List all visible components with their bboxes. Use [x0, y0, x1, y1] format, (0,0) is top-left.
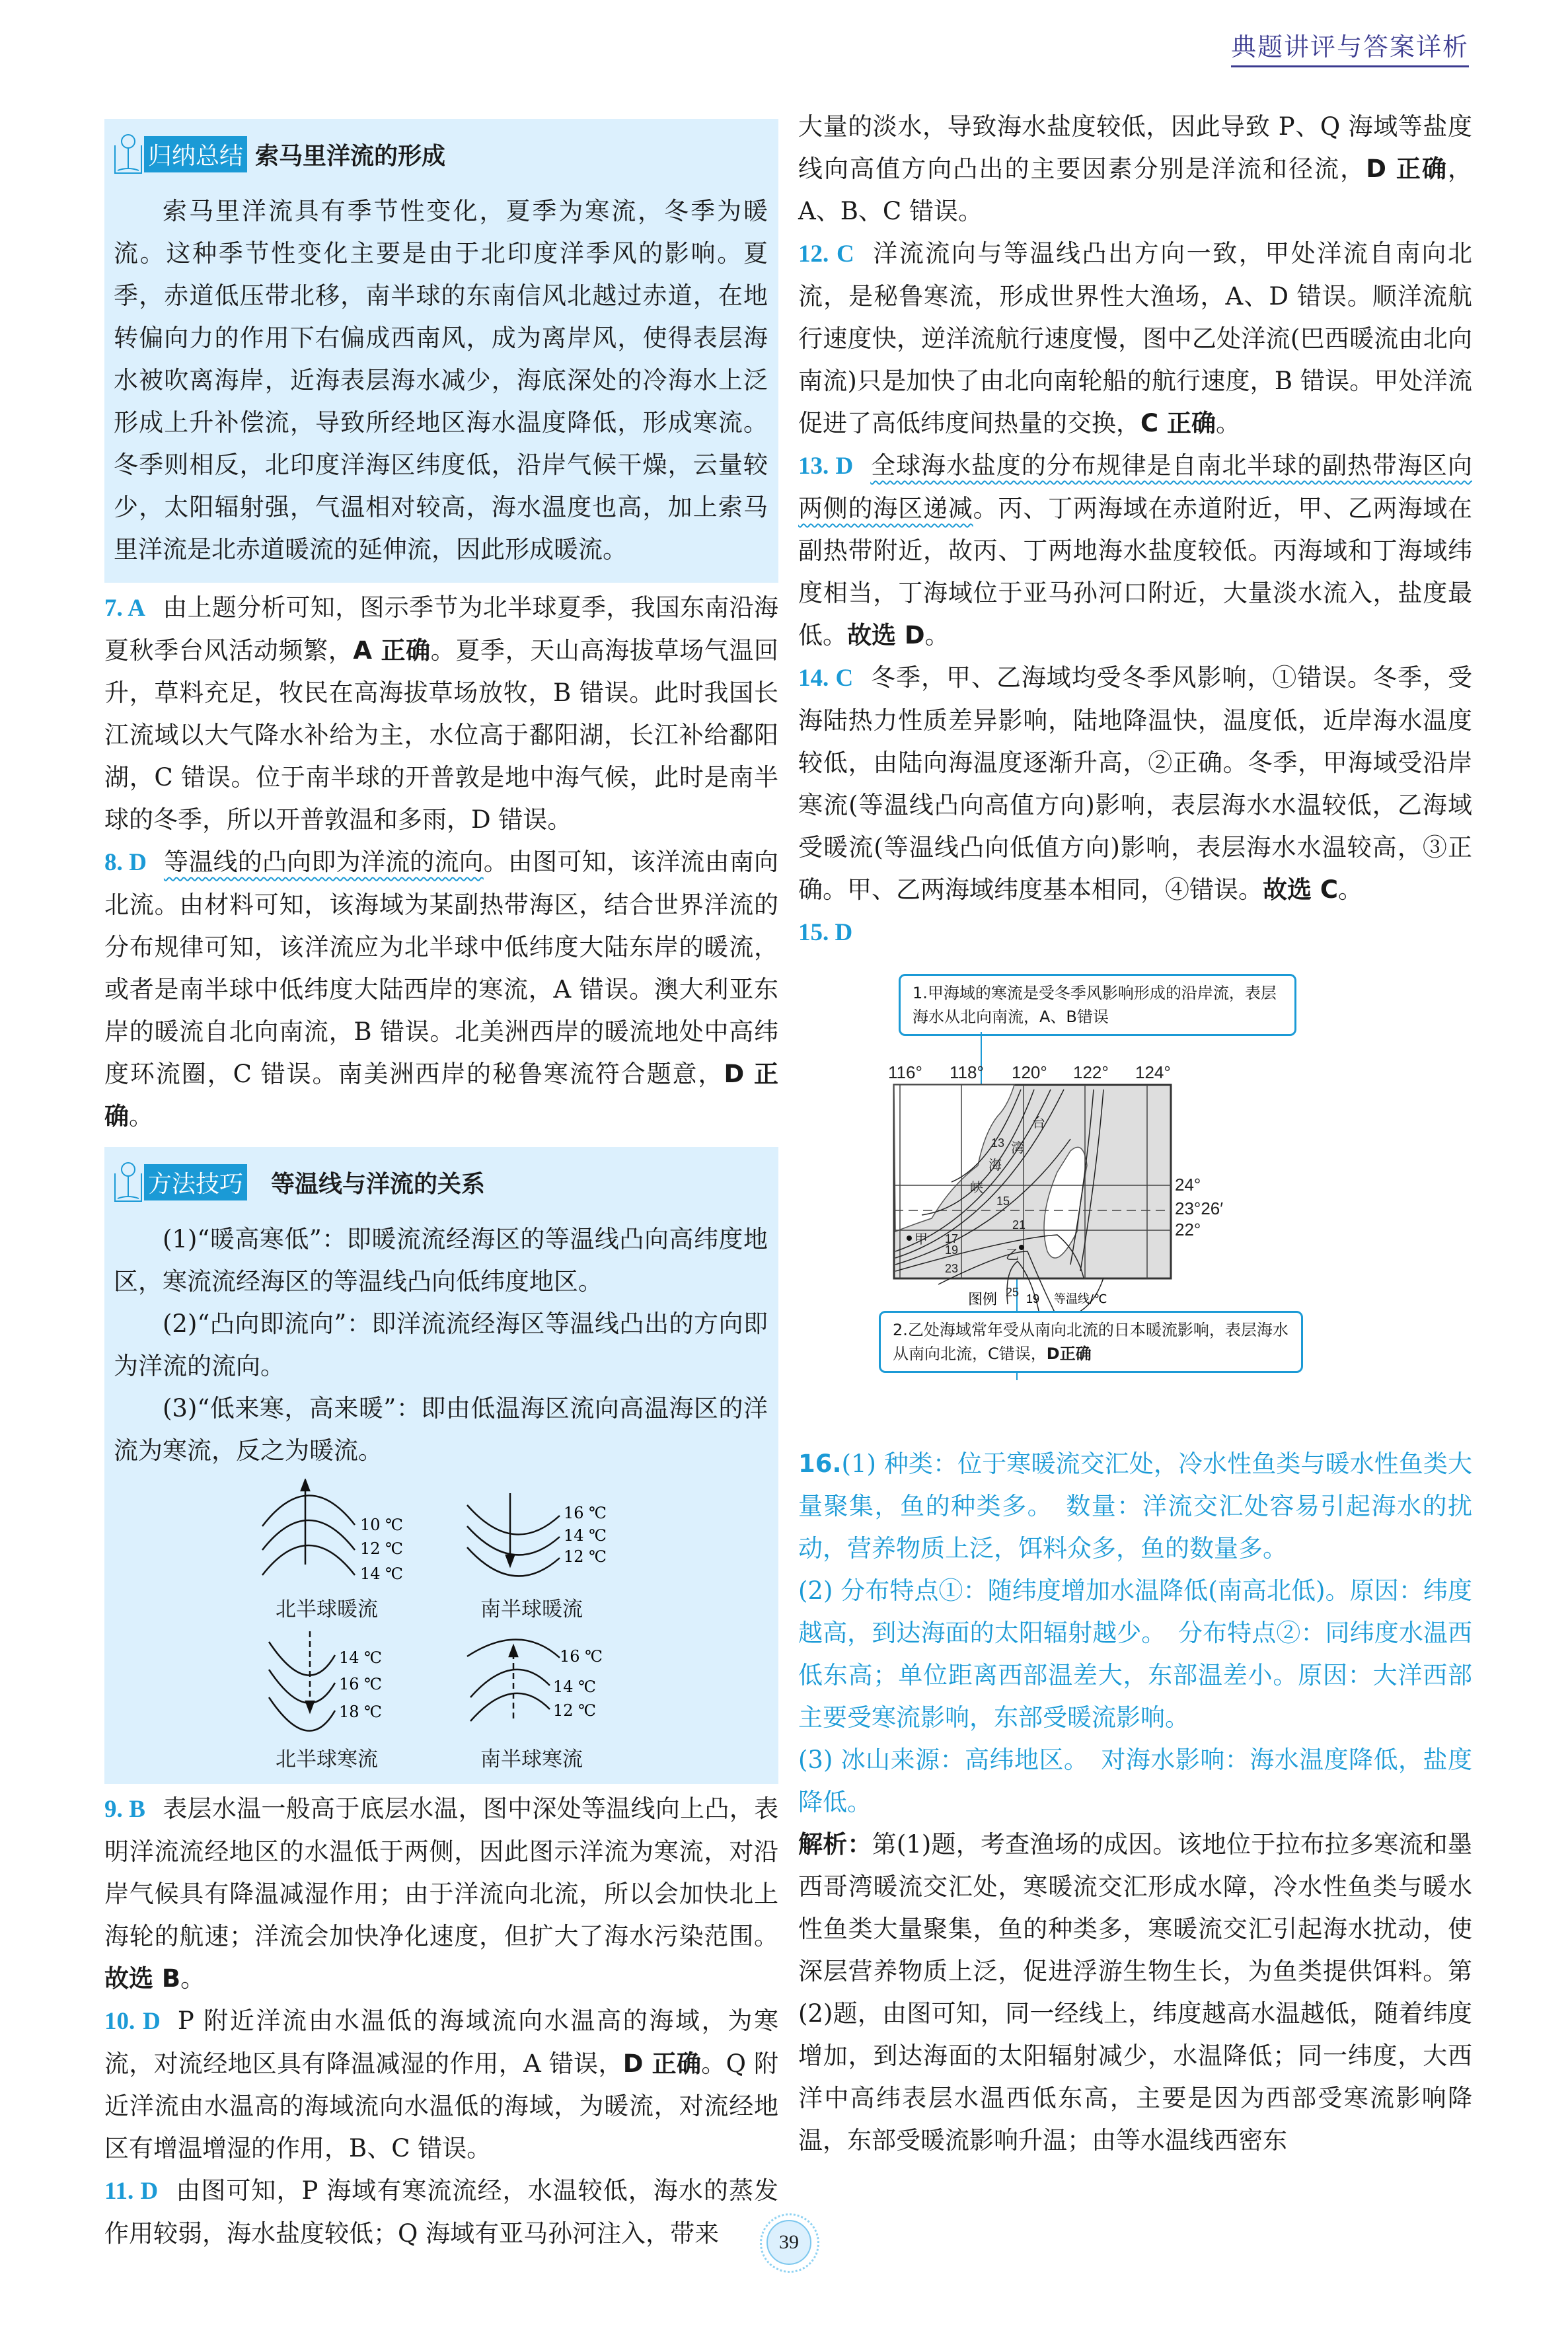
answer-9	[104, 1788, 778, 2000]
callout-text: 2.乙处海域常年受从南向北流的日本暖流影响，表层海水从南向北流，C错误，	[893, 1321, 1288, 1363]
answer-text: 表层水温一般高于底层水温，图中深处等温线向上凸，表明洋流流经地区的水温低于两侧，因此图示洋流为寒流，对沿岸气候具有降温减湿作用；由于洋流向北流，所以会加快北上海轮的航速；洋流会加快净化速度，但扩大了海水污染范围。	[104, 1794, 778, 1950]
summary-tag: 归纳总结	[144, 136, 247, 172]
answer-highlight: D 正确	[622, 2049, 702, 2078]
book-pin-icon	[114, 132, 143, 176]
isotherm-label: 14 ℃	[564, 1526, 607, 1545]
isotherm-label: 14 ℃	[553, 1678, 597, 1696]
isotherm-value-label: 17	[945, 1232, 959, 1245]
isotherm-value-label: 25	[1006, 1286, 1020, 1299]
answer-number: 8. D	[104, 849, 147, 876]
isotherm-diagrams	[236, 1479, 646, 1772]
isotherm-label: 18 ℃	[339, 1703, 383, 1721]
isotherm-label: 14 ℃	[339, 1648, 383, 1667]
diagram-nh-warm	[236, 1479, 441, 1622]
isotherm-value-label: 23	[945, 1262, 959, 1275]
answer-text: 由图可知，P 海域有寒流流经，水温较低，海水的蒸发作用较弱，海水盐度较低；Q 海域有亚马孙河注入，带来	[104, 2176, 778, 2248]
diagram-caption: 北半球寒流	[276, 1748, 378, 1771]
answer-text: 。由图可知，该洋流由南向北流。由材料可知，该海域为某副热带海区，结合世界洋流的分布规律可知，该洋流应为北半球中低纬度大陆东岸的暖流，或者是南半球中低纬度大陆西岸的寒流，A 错误。澳大利亚东岸的暖流自北向南流，B 错误。北美洲西岸的暖流地处中高纬度环流圈，C 错误。南美洲西岸的秘鲁寒流符合题意，	[104, 848, 779, 1088]
analysis-text: 第(1)题，考查渔场的成因。该地位于拉布拉多寒流和墨西哥湾暖流交汇处，寒暖流交汇形成水障，冷水性鱼类与暖水性鱼类大量聚集，鱼的种类多，寒暖流交汇引起海水扰动，使深层营养物质上泛，促进浮游生物生长，为鱼类提供饵料。第(2)题，由图可知，同一经线上，纬度越高水温越低，随着纬度增加，到达海面的太阳辐射减少，水温降低；同一纬度，大西洋中高纬表层水温西低东高，主要是因为西部受寒流影响降温，东部受暖流影响升温；由等水温线西密东	[798, 1830, 1472, 2155]
answer-text: P 附近洋流由水温低的海域流向水温高的海域，为寒流，对流经地区具有降温减湿的作用，A 错误，	[104, 2007, 778, 2078]
legend-text: 等温线/℃	[1054, 1292, 1107, 1306]
method-item-2: (2)“凸向即流向”：即洋流流经海区等温线凸出的方向即为洋流的流向。	[114, 1310, 768, 1380]
answer-number: 12. C	[798, 240, 854, 268]
answer-highlight: D 正确	[1366, 155, 1448, 183]
page-header-title: 典题讲评与答案详析	[1231, 26, 1469, 67]
place-label: 海	[989, 1157, 1002, 1173]
isotherm-nh-warm-figure	[236, 1479, 434, 1591]
legend-title: 图例	[968, 1292, 998, 1308]
answer-number: 13. D	[798, 453, 854, 480]
answer-14	[798, 657, 1472, 911]
answer-text: 。	[1338, 875, 1363, 904]
answer-16-part3: (3) 冰山来源：高纬地区。 对海水影响：海水温度降低，盐度降低。	[798, 1746, 1472, 1816]
isotherm-label: 16 ℃	[564, 1504, 607, 1522]
answer-text: 由上题分析可知，图示季节为北半球夏季，我国东南沿海夏秋季台风活动频繁，	[104, 593, 778, 665]
answer-highlight: A 正确	[353, 636, 431, 665]
diagram-sh-warm	[441, 1479, 646, 1622]
lat-label: 22°	[1175, 1220, 1201, 1239]
summary-box-header	[114, 131, 768, 177]
answer-highlight: D 正确	[104, 1060, 778, 1130]
lon-label: 120°	[1012, 1062, 1047, 1082]
isotherm-label: 10 ℃	[360, 1516, 404, 1534]
summary-box	[104, 119, 778, 583]
answer-text: 。	[180, 1964, 205, 1993]
method-item-1: (1)“暖高寒低”：即暖流流经海区的等温线凸向高纬度地区，寒流流经海区的等温线凸向低纬度地区。	[114, 1225, 768, 1296]
summary-title: 索马里洋流的形成	[255, 142, 446, 170]
diagram-sh-cold	[441, 1629, 646, 1772]
method-title: 等温线与洋流的关系	[271, 1170, 486, 1198]
map-callout-top: 1.甲海域的寒流是受冬季风影响形成的沿岸流，表层海水从北向南流，A、B错误	[899, 974, 1296, 1036]
answer-text: 。	[129, 1102, 153, 1130]
isotherm-sh-cold-figure	[441, 1629, 639, 1741]
place-label-jia: 甲	[915, 1231, 928, 1247]
method-box-header	[114, 1159, 768, 1205]
summary-body: 索马里洋流具有季节性变化，夏季为寒流，冬季为暖流。这种季节性变化主要是由于北印度洋季风的影响。夏季，赤道低压带北移，南半球的东南信风北越过赤道，在地转偏向力的作用下右偏成西南风，成为离岸风，使得表层海水被吹离海岸，近海表层海水减少，海底深处的冷海水上泛形成上升补偿流，导致所经地区海水温度降低，形成寒流。冬季则相反，北印度洋海区纬度低，沿岸气候干燥，云量较少，太阳辐射强，气温相对较高，海水温度也高，加上索马里洋流是北赤道暖流的延伸流，因此形成暖流。	[114, 197, 768, 564]
isotherm-value-label: 21	[1012, 1218, 1026, 1232]
method-box	[104, 1147, 778, 1784]
place-label: 峡	[970, 1179, 983, 1195]
book-pin-icon	[114, 1160, 143, 1204]
diagram-caption: 南半球寒流	[480, 1748, 583, 1771]
place-label: 台	[1032, 1115, 1045, 1130]
isotherm-label: 12 ℃	[564, 1547, 607, 1566]
method-item-3: (3)“低来寒，高来暖”：即由低温海区流向高温海区的洋流为寒流，反之为暖流。	[114, 1394, 768, 1465]
answer-16-analysis	[798, 1824, 1472, 2162]
diagram-caption: 南半球暖流	[480, 1598, 583, 1621]
legend-sample: 19	[1026, 1292, 1040, 1306]
lon-label: 122°	[1073, 1062, 1109, 1082]
diagram-caption: 北半球暖流	[276, 1598, 378, 1621]
isotherm-label: 12 ℃	[360, 1539, 404, 1558]
answer-text: 。	[1216, 409, 1241, 437]
answer-11-continued	[798, 106, 1472, 233]
answer-16-part2: (2) 分布特点①：随纬度增加水温降低(南高北低)。原因：纬度越高，到达海面的太阳辐射越少。 分布特点②：同纬度水温西低东高；单位距离西部温差大，东部温差小。原因：大洋西部主要受寒流影响，东部受暖流影响。	[798, 1576, 1472, 1732]
answer-8	[104, 841, 778, 1138]
answer-15	[798, 911, 1472, 954]
answer-number: 10. D	[104, 2008, 161, 2035]
diagram-nh-cold	[236, 1629, 441, 1772]
answer-11	[104, 2170, 778, 2255]
place-label-yi: 乙	[1006, 1247, 1019, 1263]
answer-10	[104, 2000, 778, 2170]
answer-highlight: 故选 B	[104, 1964, 181, 1993]
answer-number: 15. D	[798, 919, 853, 946]
answer-13	[798, 445, 1472, 657]
answer-highlight: 故选 C	[1263, 875, 1339, 904]
method-tag: 方法技巧	[144, 1164, 247, 1200]
lat-label: 24°	[1175, 1175, 1201, 1195]
isotherm-value-label: 15	[996, 1195, 1010, 1208]
answer-text: (1) 种类：位于寒暖流交汇处，冷水性鱼类与暖水性鱼类大量聚集，鱼的种类多。 数量：洋流交汇处容易引起海水的扰动，营养物质上泛，饵料众多，鱼的数量多。	[798, 1450, 1472, 1563]
isotherm-label: 16 ℃	[560, 1647, 603, 1666]
isotherm-label: 14 ℃	[360, 1565, 404, 1583]
answer-highlight: 故选 D	[847, 621, 925, 649]
isotherm-label: 16 ℃	[339, 1675, 383, 1693]
left-column	[104, 119, 778, 2255]
answer-text: 。Q 附近洋流由水温高的海域流向水温低的海域，为暖流，对流经地区有增温增湿的作用，B、C 错误。	[104, 2049, 778, 2162]
isotherm-value-label: 13	[991, 1136, 1005, 1150]
isotherm-value-label: 19	[945, 1243, 959, 1257]
isotherm-label: 12 ℃	[553, 1701, 597, 1720]
answer-text: 。夏季，天山高海拔草场气温回升，草料充足，牧民在高海拔草场放牧，B 错误。此时我国长江流域以大气降水补给为主，水位高于鄱阳湖，长江补给鄱阳湖，C 错误。位于南半球的开普敦是地中海气候，此时是南半球的冬季，所以开普敦温和多雨，D 错误。	[104, 636, 778, 834]
map-callout-bottom	[879, 1311, 1303, 1373]
wavy-underlined-text: 全球海水盐度的分布规律是自南北半球的副热带海区向两侧的海区递减	[798, 451, 1472, 523]
answer-text: 。丙、丁两海域在赤道附近，甲、乙两海域在副热带附近，故丙、丁两地海水盐度较低。丙海域和丁海域纬度相当，丁海域位于亚马孙河口附近，大量淡水流入，盐度最低。	[798, 494, 1473, 649]
answer-text: 冬季，甲、乙海域均受冬季风影响，①错误。冬季，受海陆热力性质差异影响，陆地降温快，温度低，近岸海水温度较低，由陆向海温度逐渐升高，②正确。冬季，甲海域受沿岸寒流(等温线凸向高值方向)影响，表层海水水温较低，乙海域受暖流(等温线凸向低值方向)影响，表层海水水温较高，③正确。甲、乙两海域纬度基本相同，④错误。	[798, 663, 1472, 904]
lon-label: 116°	[888, 1062, 922, 1082]
answer-number: 7. A	[104, 595, 145, 622]
answer-number: 14. C	[798, 665, 854, 692]
answer-number: 16.	[798, 1450, 842, 1478]
answer-text: 大量的淡水，导致海水盐度较低，因此导致 P、Q 海域等盐度线向高值方向凸出的主要因素分别是洋流和径流，	[798, 112, 1472, 183]
lon-label: 124°	[1135, 1062, 1171, 1082]
answer-number: 11. D	[104, 2178, 159, 2205]
lat-label: 23°26′	[1175, 1199, 1224, 1218]
isotherm-sh-warm-figure	[441, 1479, 639, 1591]
callout-highlight: D正确	[1046, 1345, 1092, 1363]
right-column	[798, 106, 1472, 2162]
answer-text: ，A、B、C 错误。	[798, 155, 1472, 225]
answer-7	[104, 587, 778, 841]
isotherm-nh-cold-figure	[236, 1629, 434, 1741]
answer-number: 9. B	[104, 1796, 145, 1823]
answer-16-part1	[798, 1443, 1472, 1570]
lon-label: 118°	[950, 1062, 984, 1082]
wavy-underlined-text: 等温线的凸向即为洋流的流向	[163, 848, 484, 876]
page-number: 39	[766, 2220, 811, 2265]
answer-text: 洋流流向与等温线凸出方向一致，甲处洋流自南向北流，是秘鲁寒流，形成世界性大渔场，A、D 错误。顺洋流航行速度快，逆洋流航行速度慢，图中乙处洋流(巴西暖流由北向南流)只是加快了由北向南轮船的航行速度，B 错误。甲处洋流促进了高低纬度间热量的交换，	[798, 239, 1472, 437]
analysis-label: 解析：	[798, 1830, 872, 1859]
answer-12	[798, 233, 1472, 445]
answer-text: 。	[924, 621, 950, 649]
taiwan-strait-map	[859, 974, 1355, 1430]
place-label: 湾	[1011, 1140, 1024, 1156]
answer-highlight: C 正确	[1140, 409, 1216, 437]
